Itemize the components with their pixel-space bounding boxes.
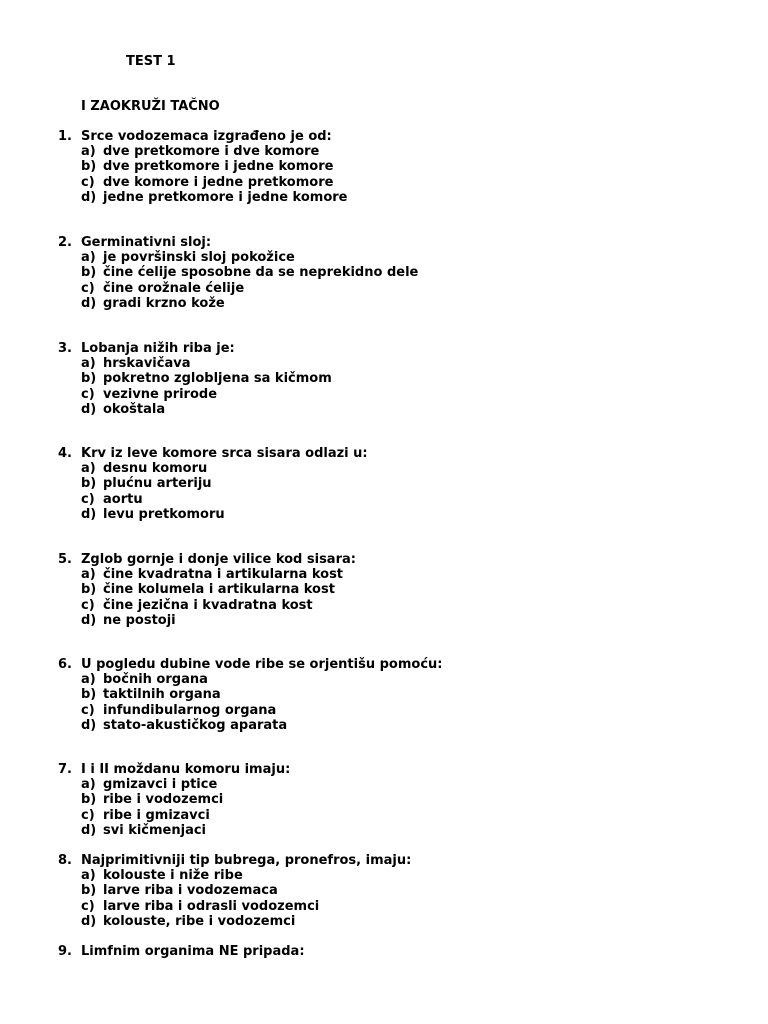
answer-option[interactable] [58,159,748,174]
option-text: gradi krzno kože [103,295,225,311]
question-line [58,552,748,567]
option-text: larve riba i vodozemaca [103,883,278,899]
question-7 [58,762,748,838]
question-3 [58,341,748,417]
question-line [58,129,748,144]
answer-option[interactable] [58,582,748,597]
option-text: aortu [103,491,143,507]
answer-option[interactable] [58,777,748,792]
option-letter: a) [81,777,96,793]
answer-option[interactable] [58,281,748,296]
option-text: čine jezična i kvadratna kost [103,597,313,613]
question-text: Limfnim organima NE pripada: [81,944,305,959]
question-number: 2. [58,235,72,250]
option-letter: d) [81,295,97,311]
instruction-heading: I ZAOKRUŽI TAČNO [81,99,220,114]
question-4 [58,446,748,522]
option-letter: a) [81,868,96,884]
option-letter: c) [81,386,95,402]
question-text: Krv iz leve komore srca sisara odlazi u: [81,446,368,461]
option-letter: a) [81,144,96,160]
question-line [58,341,748,356]
question-text: Zglob gornje i donje vilice kod sisara: [81,552,356,567]
question-number: 7. [58,762,72,777]
option-letter: a) [81,356,96,372]
question-text: Lobanja nižih riba je: [81,341,235,356]
question-9 [58,944,748,959]
answer-option[interactable] [58,792,748,807]
answer-option[interactable] [58,190,748,205]
option-text: svi kičmenjaci [103,822,207,838]
question-line [58,944,748,959]
option-text: hrskavičava [103,356,191,372]
option-letter: c) [81,174,95,190]
option-letter: b) [81,371,97,387]
option-letter: d) [81,717,97,733]
question-1 [58,129,748,205]
answer-option[interactable] [58,492,748,507]
option-letter: c) [81,898,95,914]
question-number: 8. [58,853,72,868]
option-text: je površinski sloj pokožice [103,250,295,266]
question-5 [58,552,748,628]
answer-option[interactable] [58,899,748,914]
answer-option[interactable] [58,387,748,402]
question-text: I i II moždanu komoru imaju: [81,762,291,777]
question-text: Najprimitivniji tip bubrega, pronefros, imaju: [81,853,412,868]
question-6 [58,657,748,733]
option-letter: c) [81,280,95,296]
option-text: okoštala [103,401,166,417]
question-number: 3. [58,341,72,356]
question-number: 5. [58,552,72,567]
option-text: ribe i vodozemci [103,792,224,808]
option-letter: b) [81,883,97,899]
option-text: desnu komoru [103,461,208,477]
option-letter: b) [81,792,97,808]
answer-option[interactable] [58,823,748,838]
answer-option[interactable] [58,175,748,190]
option-text: infundibularnog organa [103,702,277,718]
option-text: bočnih organa [103,672,208,688]
question-text: U pogledu dubine vode ribe se orjentišu pomoću: [81,657,443,672]
option-letter: a) [81,250,96,266]
answer-option[interactable] [58,507,748,522]
answer-option[interactable] [58,613,748,628]
answer-option[interactable] [58,144,748,159]
option-letter: a) [81,461,96,477]
option-text: čine orožnale ćelije [103,280,245,296]
option-text: kolouste, ribe i vodozemci [103,913,296,929]
answer-option[interactable] [58,914,748,929]
question-line [58,853,748,868]
answer-option[interactable] [58,356,748,371]
answer-option[interactable] [58,476,748,491]
option-letter: b) [81,265,97,281]
option-text: čine ćelije sposobne da se neprekidno dele [103,265,419,281]
option-letter: c) [81,807,95,823]
answer-option[interactable] [58,718,748,733]
option-letter: b) [81,476,97,492]
question-line [58,235,748,250]
answer-option[interactable] [58,296,748,311]
answer-option[interactable] [58,687,748,702]
option-letter: c) [81,491,95,507]
option-letter: b) [81,582,97,598]
option-text: taktilnih organa [103,687,221,703]
question-text: Germinativni sloj: [81,235,212,250]
option-letter: d) [81,189,97,205]
option-text: plućnu arteriju [103,476,212,492]
answer-option[interactable] [58,567,748,582]
option-text: čine kolumela i artikularna kost [103,582,335,598]
option-text: dve pretkomore i dve komore [103,144,320,160]
option-letter: d) [81,506,97,522]
test-title: TEST 1 [126,54,176,69]
question-line [58,657,748,672]
question-number: 4. [58,446,72,461]
answer-option[interactable] [58,868,748,883]
option-text: dve komore i jedne pretkomore [103,174,334,190]
answer-option[interactable] [58,402,748,417]
option-letter: d) [81,913,97,929]
answer-option[interactable] [58,265,748,280]
option-text: ne postoji [103,612,176,628]
answer-option[interactable] [58,883,748,898]
answer-option[interactable] [58,808,748,823]
question-number: 6. [58,657,72,672]
option-letter: a) [81,672,96,688]
option-letter: b) [81,687,97,703]
option-text: kolouste i niže ribe [103,868,243,884]
answer-option[interactable] [58,371,748,386]
answer-option[interactable] [58,598,748,613]
answer-option[interactable] [58,703,748,718]
option-letter: d) [81,612,97,628]
answer-option[interactable] [58,672,748,687]
option-text: levu pretkomoru [103,506,225,522]
option-letter: d) [81,822,97,838]
option-letter: c) [81,702,95,718]
option-letter: c) [81,597,95,613]
question-number: 1. [58,129,72,144]
option-letter: b) [81,159,97,175]
answer-option[interactable] [58,250,748,265]
option-letter: a) [81,567,96,583]
question-number: 9. [58,944,72,959]
option-text: stato-akustičkog aparata [103,717,288,733]
option-letter: d) [81,401,97,417]
option-text: jedne pretkomore i jedne komore [103,189,348,205]
question-line [58,762,748,777]
option-text: larve riba i odrasli vodozemci [103,898,320,914]
option-text: vezivne prirode [103,386,218,402]
question-line [58,446,748,461]
answer-option[interactable] [58,461,748,476]
option-text: pokretno zglobljena sa kičmom [103,371,332,387]
option-text: dve pretkomore i jedne komore [103,159,334,175]
option-text: ribe i gmizavci [103,807,210,823]
question-text: Srce vodozemaca izgrađeno je od: [81,129,332,144]
option-text: gmizavci i ptice [103,777,218,793]
question-2 [58,235,748,311]
question-8 [58,853,748,929]
option-text: čine kvadratna i artikularna kost [103,567,344,583]
